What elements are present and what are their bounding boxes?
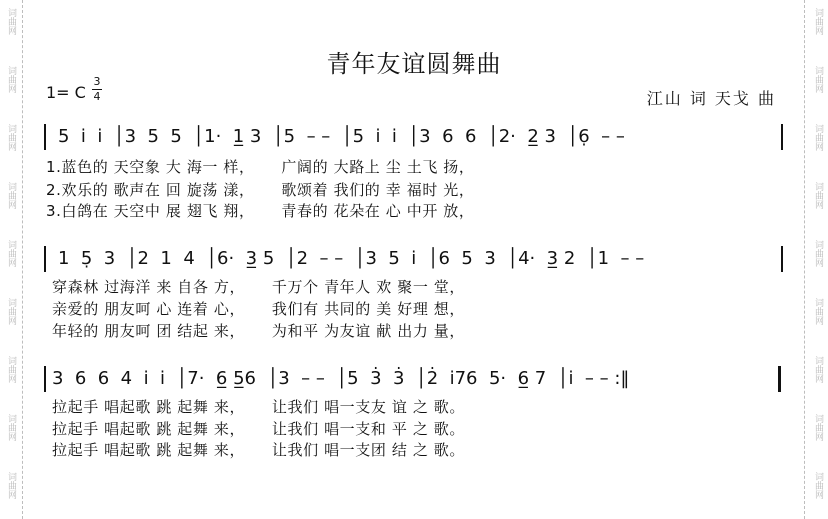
watermark: 词曲网 (6, 66, 16, 93)
watermark: 词曲网 (6, 124, 16, 151)
watermark: 词曲网 (813, 472, 823, 499)
lyric-verse-1: 穿森林 过海洋 来 自各 方， 千万个 青年人 欢 聚一 堂， (52, 278, 465, 296)
watermark: 词曲网 (813, 124, 823, 151)
watermark: 词曲网 (813, 66, 823, 93)
key-signature: 1= C (46, 83, 86, 102)
watermark: 词曲网 (6, 8, 16, 35)
lyric-verse-1: 拉起手 唱起歌 跳 起舞 来， 让我们 唱一支友 谊 之 歌。 (52, 398, 465, 416)
end-barline (781, 124, 783, 150)
start-barline (44, 366, 46, 392)
time-signature-bottom: 4 (93, 90, 101, 103)
watermark: 词曲网 (813, 182, 823, 209)
watermark: 词曲网 (813, 8, 823, 35)
time-signature (92, 76, 102, 103)
watermark: 词曲网 (6, 356, 16, 383)
watermark: 词曲网 (6, 414, 16, 441)
lyric-verse-2: 2.欢乐的 歌声在 回 旋荡 漾， 歌颂着 我们的 幸 福时 光， (46, 181, 475, 199)
end-barline (781, 246, 783, 272)
lyric-verse-3: 拉起手 唱起歌 跳 起舞 来， 让我们 唱一支团 结 之 歌。 (52, 441, 465, 459)
time-signature-top: 3 (93, 75, 101, 88)
notation-line: 5 i̇ i̇ │3 5 5 │1· 1̲ 3 │5 – – │5 i̇ i̇ │3 6 6 │2· 2̲ 3 │6̣ – – (58, 126, 625, 147)
watermark: 词曲网 (6, 182, 16, 209)
watermark: 词曲网 (6, 240, 16, 267)
notation-line: 3 6 6 4 i̇ i̇ │7· 6̲ 5̲6 │3 – – │5 3̇ 3̇ │2̇ i̇76 5· 6̲ 7 │i̇ – – :‖ (52, 368, 630, 389)
repeat-end-barline (778, 366, 781, 392)
lyric-verse-2: 亲爱的 朋友呵 心 连着 心， 我们有 共同的 美 好理 想， (52, 300, 465, 318)
watermark: 词曲网 (813, 298, 823, 325)
start-barline (44, 246, 46, 272)
lyric-verse-3: 年轻的 朋友呵 团 结起 来， 为和平 为友谊 献 出力 量， (52, 322, 465, 340)
watermark: 词曲网 (6, 472, 16, 499)
lyric-verse-3: 3.白鸽在 天空中 展 翅飞 翔， 青春的 花朵在 心 中开 放， (46, 202, 475, 220)
watermark: 词曲网 (813, 356, 823, 383)
lyric-verse-2: 拉起手 唱起歌 跳 起舞 来， 让我们 唱一支和 平 之 歌。 (52, 420, 465, 438)
credit-line: 江山 词 天戈 曲 (646, 89, 776, 108)
song-title: 青年友谊圆舞曲 (326, 50, 502, 78)
lyric-verse-1: 1.蓝色的 天空象 大 海一 样， 广阔的 大路上 尘 土飞 扬， (46, 158, 475, 176)
watermark: 词曲网 (813, 414, 823, 441)
notation-line: 1 5̣ 3 │2 1 4 │6· 3̲ 5 │2 – – │3 5 i̇ │6 5 3 │4· 3̲ 2 │1 – – (58, 248, 645, 269)
watermark: 词曲网 (813, 240, 823, 267)
start-barline (44, 124, 46, 150)
watermark: 词曲网 (6, 298, 16, 325)
